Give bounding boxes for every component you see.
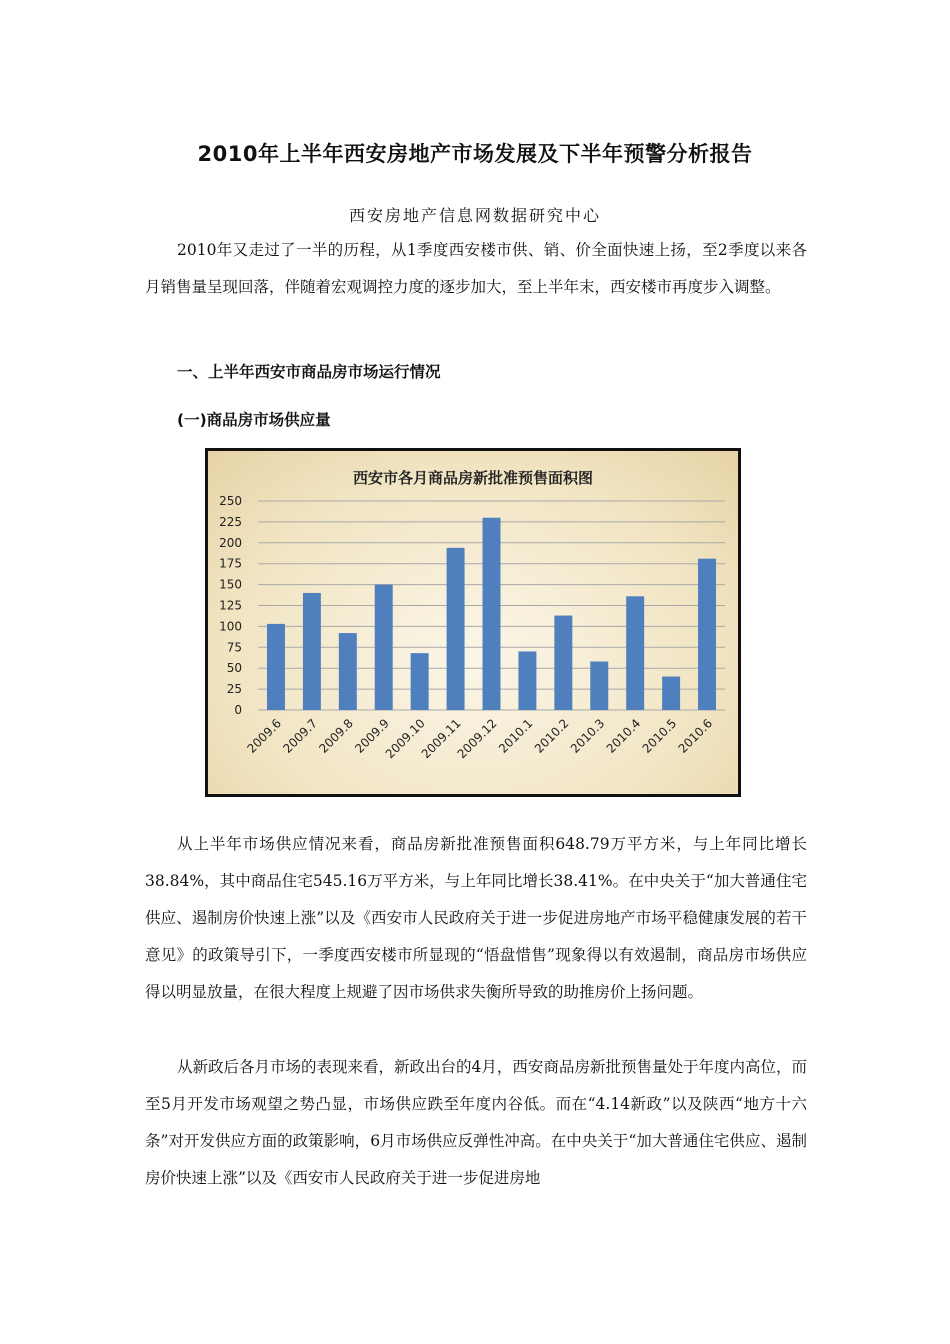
x-tick-label: 2009.9 [352,716,392,756]
policy-analysis-paragraph: 从新政后各月市场的表现来看，新政出台的4月，西安商品房新批预售量处于年度内高位，而至5月开发市场观望之势凸显，市场供应跌至年度内谷低。而在“4.14新政”以及陕西“地方十六条”对开发供应方面的政策影响，6月市场供应反弹性冲高。在中央关于“加大普通住宅供应、遏制房价快速上涨”以及《西安市人民政府关于进一步促进房地 [145,1058,807,1187]
chart-x-axis [244,716,715,761]
chart-canvas [208,451,738,794]
section-heading: 一、上半年西安市商品房市场运行情况 [177,363,441,381]
bar-2010.5 [662,677,680,710]
supply-analysis-paragraph: 从上半年市场供应情况来看，商品房新批准预售面积648.79万平方米，与上年同比增长38.84%，其中商品住宅545.16万平方米，与上年同比增长38.41%。在中央关于“加大普通住宅供应、遏制房价快速上涨”以及《西安市人民政府关于进一步促进房地产市场平稳健康发展的若干意见》的政策导引下，一季度西安楼市所显现的“悟盘惜售”现象得以有效遏制，商品房市场供应得以明显放量，在很大程度上规避了因市场供求失衡所导致的助推房价上扬问题。 [145,835,807,1001]
x-tick-label: 2009.8 [316,716,356,756]
y-tick-label: 100 [219,619,242,634]
bar-2009.10 [411,653,429,710]
subsection-heading: (一)商品房市场供应量 [177,411,331,429]
bar-2009.8 [339,633,357,710]
bar-2010.4 [626,596,644,710]
x-tick-label: 2010.6 [675,716,716,756]
chart-y-axis [219,494,242,717]
y-tick-label: 75 [226,640,242,655]
bar-2009.7 [303,593,321,710]
chart-bars [267,518,716,710]
bar-2010.6 [698,559,716,710]
x-tick-label: 2010.4 [603,716,644,756]
y-tick-label: 250 [219,494,242,508]
bar-2010.2 [554,616,572,710]
x-tick-label: 2009.7 [280,716,321,756]
x-tick-label: 2009.10 [382,716,428,762]
y-tick-label: 25 [226,682,242,697]
chart-title: 西安市各月商品房新批准预售面积图 [352,469,594,487]
supply-bar-chart [205,448,741,797]
y-tick-label: 225 [219,514,242,529]
x-tick-label: 2010.1 [495,716,536,756]
y-tick-label: 175 [219,556,242,571]
document-title: 2010年上半年西安房地产市场发展及下半年预警分析报告 [197,142,753,166]
y-tick-label: 50 [226,661,242,676]
y-tick-label: 200 [219,535,242,550]
intro-paragraph: 2010年又走过了一半的历程，从1季度西安楼市供、销、价全面快速上扬，至2季度以来各月销售量呈现回落，伴随着宏观调控力度的逐步加大，至上半年末，西安楼市再度步入调整。 [145,241,807,296]
x-tick-label: 2010.3 [567,716,608,756]
bar-2010.3 [590,662,608,710]
x-tick-label: 2010.2 [531,716,572,756]
y-tick-label: 150 [219,577,242,592]
y-tick-label: 0 [234,703,242,717]
bar-2009.6 [267,624,285,710]
bar-2009.12 [483,518,501,710]
x-tick-label: 2009.6 [244,716,285,756]
bar-2010.1 [518,651,536,710]
x-tick-label: 2010.5 [639,716,680,756]
x-tick-label: 2009.12 [454,716,500,762]
x-tick-label: 2009.11 [418,716,464,762]
document-subtitle: 西安房地产信息网数据研究中心 [348,206,601,225]
bar-2009.11 [447,548,465,710]
bar-2009.9 [375,585,393,710]
y-tick-label: 125 [219,598,242,613]
